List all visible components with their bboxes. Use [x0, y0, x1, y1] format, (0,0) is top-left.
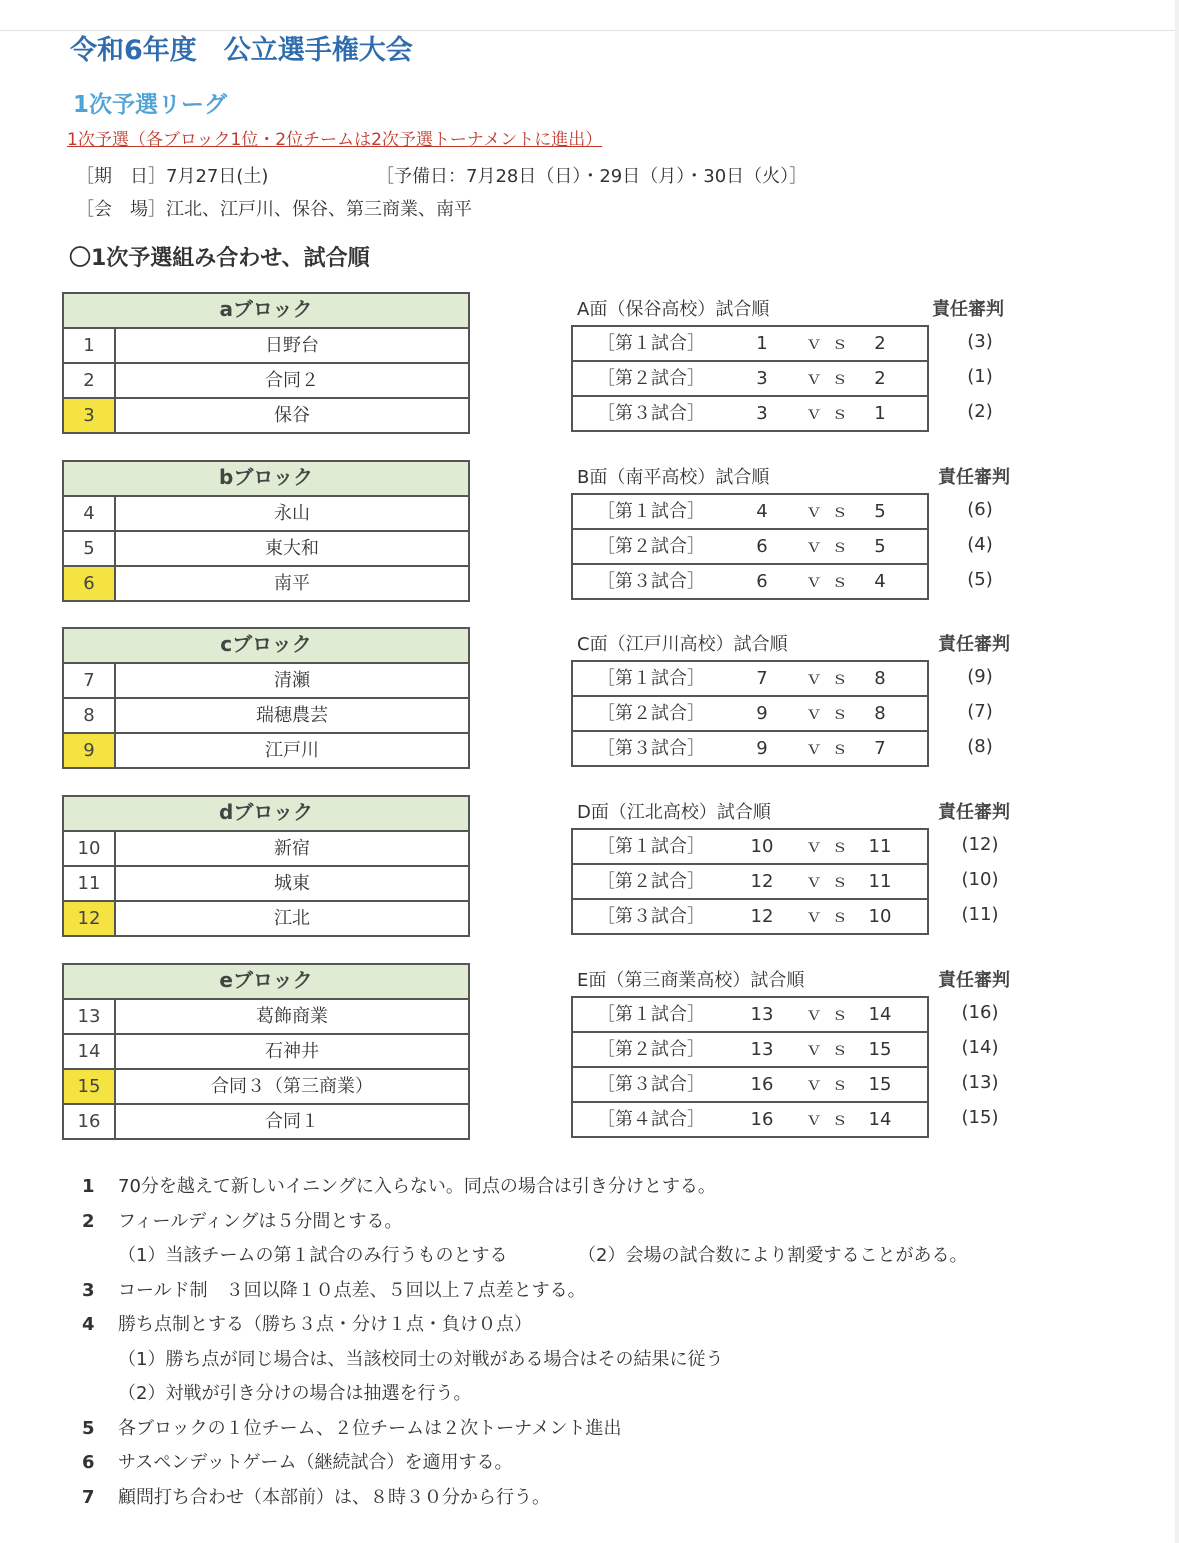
referee-header: 責任審判 — [938, 467, 1010, 488]
match-label: ［第２試合］ — [597, 368, 705, 389]
team-a: 16 — [750, 1074, 774, 1095]
team-name: 葛飾商業 — [256, 1006, 328, 1027]
team-a: 12 — [750, 871, 774, 892]
team-a: 1 — [756, 333, 768, 354]
match-row — [573, 865, 927, 900]
team-a: 7 — [756, 668, 768, 689]
team-number: 8 — [64, 699, 116, 732]
team-a: 13 — [750, 1004, 774, 1025]
team-row — [64, 1070, 468, 1105]
referee-assignment: (13) — [961, 1072, 999, 1093]
team-b: 2 — [874, 333, 886, 354]
match-label: ［第１試合］ — [597, 333, 705, 354]
block-table-e — [62, 963, 470, 1140]
vs-text: ｖｓ — [805, 738, 857, 759]
team-row — [64, 1035, 468, 1070]
team-b: 4 — [874, 571, 886, 592]
host-team-number: 3 — [64, 399, 116, 432]
referee-assignment: (16) — [961, 1002, 999, 1023]
rule-item — [82, 1412, 1082, 1447]
match-row — [573, 830, 927, 865]
page-title: 令和6年度 公立選手権大会 — [70, 35, 413, 66]
rule-text: フィールディングは５分間とする。 — [118, 1210, 403, 1232]
rule-text: 顧問打ち合わせ（本部前）は、８時３０分から行う。 — [118, 1486, 550, 1508]
team-a: 10 — [750, 836, 774, 857]
match-row — [573, 1103, 927, 1136]
match-label: ［第３試合］ — [597, 403, 705, 424]
team-name: 江戸川 — [265, 740, 319, 761]
vs-text: ｖｓ — [805, 368, 857, 389]
team-name: 城東 — [274, 873, 310, 894]
match-table-a — [571, 325, 929, 432]
rule-subitem: （2）対戦が引き分けの場合は抽選を行う。 — [118, 1383, 472, 1404]
referee-assignment: (2) — [967, 401, 993, 422]
rule-item — [82, 1274, 1082, 1309]
rule-item — [82, 1481, 1082, 1516]
team-row — [64, 902, 468, 935]
vs-text: ｖｓ — [805, 836, 857, 857]
team-a: 4 — [756, 501, 768, 522]
match-row — [573, 362, 927, 397]
vs-text: ｖｓ — [805, 871, 857, 892]
team-row — [64, 699, 468, 734]
team-b: 10 — [868, 906, 892, 927]
team-name: 清瀬 — [274, 670, 310, 691]
host-team-number: 15 — [64, 1070, 116, 1103]
match-label: ［第２試合］ — [597, 1039, 705, 1060]
match-label: ［第１試合］ — [597, 1004, 705, 1025]
block-table-b — [62, 460, 470, 602]
rule-subitem-text: （1）当該チームの第１試合のみ行うものとする — [118, 1245, 508, 1266]
team-name: 江北 — [274, 908, 310, 929]
team-name: 合同２ — [265, 370, 319, 391]
field-header-c: C面（江戸川高校）試合順 — [577, 634, 788, 655]
referee-assignment: (3) — [967, 331, 993, 352]
referee-assignment: (7) — [967, 701, 993, 722]
team-number: 2 — [64, 364, 116, 397]
block-table-c — [62, 627, 470, 769]
referee-assignment: (11) — [961, 904, 999, 925]
vs-text: ｖｓ — [805, 906, 857, 927]
referee-assignment: (5) — [967, 569, 993, 590]
match-table-c — [571, 660, 929, 767]
match-table-d — [571, 828, 929, 935]
team-row — [64, 867, 468, 902]
block-title: aブロック — [64, 294, 468, 329]
rule-number: 2 — [82, 1210, 95, 1232]
match-row — [573, 327, 927, 362]
section-heading: 〇1次予選組み合わせ、試合順 — [69, 246, 370, 271]
rule-item — [82, 1170, 1082, 1205]
team-b: 8 — [874, 703, 886, 724]
block-table-d — [62, 795, 470, 937]
team-number: 13 — [64, 1000, 116, 1033]
rule-number: 3 — [82, 1279, 95, 1301]
team-name: 石神井 — [265, 1041, 319, 1062]
rule-text: 70分を越えて新しいイニングに入らない。同点の場合は引き分けとする。 — [118, 1176, 716, 1197]
team-row — [64, 399, 468, 432]
vs-text: ｖｓ — [805, 1004, 857, 1025]
team-number: 7 — [64, 664, 116, 697]
match-label: ［第１試合］ — [597, 836, 705, 857]
match-row — [573, 397, 927, 430]
referee-assignment: (12) — [961, 834, 999, 855]
team-name: 南平 — [274, 573, 310, 594]
rule-number: 5 — [82, 1417, 95, 1439]
team-b: 15 — [868, 1039, 892, 1060]
match-label: ［第４試合］ — [597, 1109, 705, 1130]
team-b: 1 — [874, 403, 886, 424]
match-row — [573, 998, 927, 1033]
page-edge — [1175, 0, 1179, 1543]
team-a: 9 — [756, 703, 768, 724]
team-b: 8 — [874, 668, 886, 689]
match-label: ［第３試合］ — [597, 571, 705, 592]
block-title: dブロック — [64, 797, 468, 832]
team-number: 14 — [64, 1035, 116, 1068]
rule-text: サスペンデットゲーム（継続試合）を適用する。 — [118, 1452, 513, 1473]
rule-number: 1 — [82, 1176, 95, 1197]
referee-assignment: (8) — [967, 736, 993, 757]
vs-text: ｖｓ — [805, 1074, 857, 1095]
team-row — [64, 1000, 468, 1035]
referee-column-c — [940, 660, 1020, 765]
match-row — [573, 662, 927, 697]
vs-text: ｖｓ — [805, 403, 857, 424]
rule-number: 4 — [82, 1314, 95, 1335]
team-b: 14 — [868, 1109, 892, 1130]
rule-subitem: （1）勝ち点が同じ場合は、当該校同士の対戦がある場合はその結果に従う — [118, 1348, 724, 1370]
advancement-note: 1次予選（各ブロック1位・2位チームは2次予選トーナメントに進出） — [67, 130, 603, 150]
block-title: cブロック — [64, 629, 468, 664]
match-row — [573, 565, 927, 598]
match-row — [573, 1033, 927, 1068]
team-row — [64, 1105, 468, 1138]
referee-header: 責任審判 — [938, 634, 1010, 655]
field-header-e: E面（第三商業高校）試合順 — [577, 970, 805, 991]
vs-text: ｖｓ — [805, 1039, 857, 1060]
rule-text: 勝ち点制とする（勝ち３点・分け１点・負け０点） — [118, 1314, 532, 1335]
team-b: 5 — [874, 536, 886, 557]
rule-text: コールド制 ３回以降１０点差、５回以上７点差とする。 — [118, 1279, 586, 1301]
match-label: ［第１試合］ — [597, 668, 705, 689]
team-number: 5 — [64, 532, 116, 565]
reserve-days: ［予備日：7月28日（日）・29日（月）・30日（火）］ — [376, 166, 808, 187]
vs-text: ｖｓ — [805, 333, 857, 354]
team-b: 2 — [874, 368, 886, 389]
team-row — [64, 567, 468, 600]
referee-assignment: (4) — [967, 534, 993, 555]
team-row — [64, 497, 468, 532]
rule-subitem — [82, 1239, 1082, 1274]
venue-line: ［会 場］江北、江戸川、保谷、第三商業、南平 — [76, 199, 472, 220]
rule-number: 6 — [82, 1452, 95, 1473]
rule-subitem-text: （2）会場の試合数により割愛することがある。 — [578, 1245, 968, 1266]
team-a: 9 — [756, 738, 768, 759]
referee-column-e — [940, 996, 1020, 1136]
team-number: 10 — [64, 832, 116, 865]
referee-assignment: (1) — [967, 366, 993, 387]
team-number: 11 — [64, 867, 116, 900]
team-a: 3 — [756, 368, 768, 389]
block-title: eブロック — [64, 965, 468, 1000]
team-a: 13 — [750, 1039, 774, 1060]
vs-text: ｖｓ — [805, 571, 857, 592]
team-a: 3 — [756, 403, 768, 424]
match-label: ［第３試合］ — [597, 738, 705, 759]
team-row — [64, 664, 468, 699]
date-line — [76, 162, 807, 188]
block-title: bブロック — [64, 462, 468, 497]
rules-list — [82, 1170, 1082, 1515]
match-label: ［第１試合］ — [597, 501, 705, 522]
match-table-b — [571, 493, 929, 600]
team-name: 合同１ — [265, 1111, 319, 1132]
team-row — [64, 734, 468, 767]
host-team-number: 9 — [64, 734, 116, 767]
team-name: 東大和 — [265, 538, 319, 559]
team-name: 瑞穂農芸 — [256, 705, 328, 726]
match-row — [573, 900, 927, 933]
team-name: 保谷 — [274, 405, 310, 426]
referee-assignment: (10) — [961, 869, 999, 890]
team-a: 6 — [756, 571, 768, 592]
referee-column-b — [940, 493, 1020, 598]
team-a: 12 — [750, 906, 774, 927]
referee-assignment: (14) — [961, 1037, 999, 1058]
vs-text: ｖｓ — [805, 703, 857, 724]
team-b: 15 — [868, 1074, 892, 1095]
team-name: 日野台 — [265, 335, 319, 356]
match-label: ［第２試合］ — [597, 871, 705, 892]
match-label: ［第２試合］ — [597, 703, 705, 724]
block-table-a — [62, 292, 470, 434]
rule-item — [82, 1446, 1082, 1481]
referee-header: 責任審判 — [932, 299, 1004, 320]
referee-header: 責任審判 — [938, 802, 1010, 823]
team-a: 16 — [750, 1109, 774, 1130]
field-header-d: D面（江北高校）試合順 — [577, 802, 771, 823]
match-row — [573, 732, 927, 765]
team-b: 11 — [868, 836, 892, 857]
field-header-b: B面（南平高校）試合順 — [577, 467, 770, 488]
match-table-e — [571, 996, 929, 1138]
vs-text: ｖｓ — [805, 668, 857, 689]
team-name: 新宿 — [274, 838, 310, 859]
match-row — [573, 495, 927, 530]
host-team-number: 6 — [64, 567, 116, 600]
vs-text: ｖｓ — [805, 501, 857, 522]
team-number: 16 — [64, 1105, 116, 1138]
match-row — [573, 530, 927, 565]
referee-column-d — [940, 828, 1020, 933]
referee-assignment: (15) — [961, 1107, 999, 1128]
match-label: ［第２試合］ — [597, 536, 705, 557]
team-b: 14 — [868, 1004, 892, 1025]
referee-assignment: (9) — [967, 666, 993, 687]
team-number: 4 — [64, 497, 116, 530]
referee-header: 責任審判 — [938, 970, 1010, 991]
match-label: ［第３試合］ — [597, 906, 705, 927]
field-header-a: A面（保谷高校）試合順 — [577, 299, 770, 320]
rule-number: 7 — [82, 1486, 95, 1508]
team-row — [64, 364, 468, 399]
team-name: 合同３（第三商業） — [211, 1076, 373, 1097]
vs-text: ｖｓ — [805, 536, 857, 557]
team-b: 11 — [868, 871, 892, 892]
vs-text: ｖｓ — [805, 1109, 857, 1130]
page-subtitle: 1次予選リーグ — [73, 92, 228, 118]
date-label: ［期 日］7月27日(土) — [76, 166, 269, 187]
team-row — [64, 832, 468, 867]
match-row — [573, 697, 927, 732]
team-number: 1 — [64, 329, 116, 362]
rule-item — [82, 1205, 1082, 1240]
match-label: ［第３試合］ — [597, 1074, 705, 1095]
team-row — [64, 532, 468, 567]
team-b: 5 — [874, 501, 886, 522]
host-team-number: 12 — [64, 902, 116, 935]
team-row — [64, 329, 468, 364]
referee-assignment: (6) — [967, 499, 993, 520]
match-row — [573, 1068, 927, 1103]
rule-item — [82, 1308, 1082, 1343]
team-b: 7 — [874, 738, 886, 759]
referee-column-a — [940, 325, 1020, 430]
rule-text: 各ブロックの１位チーム、２位チームは２次トーナメント進出 — [118, 1417, 622, 1439]
team-name: 永山 — [274, 503, 310, 524]
team-a: 6 — [756, 536, 768, 557]
